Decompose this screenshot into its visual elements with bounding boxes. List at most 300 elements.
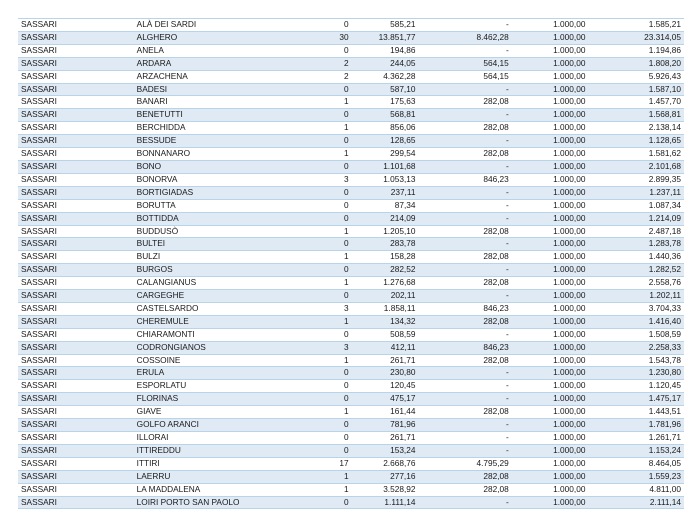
total-cell: 1.581,62: [588, 148, 684, 161]
amount-a-cell: 299,54: [352, 148, 419, 161]
amount-a-cell: 261,71: [352, 354, 419, 367]
amount-b-cell: -: [418, 186, 511, 199]
base-amount-cell: 1.000,00: [512, 135, 589, 148]
count-cell: 30: [303, 31, 351, 44]
total-cell: 1.475,17: [588, 393, 684, 406]
total-cell: 4.811,00: [588, 483, 684, 496]
table-row: [18, 290, 684, 303]
amount-a-cell: 587,10: [352, 83, 419, 96]
province-cell: SASSARI: [18, 173, 134, 186]
municipality-cell: CASTELSARDO: [134, 302, 304, 315]
table-row: [18, 173, 684, 186]
amount-b-cell: 282,08: [418, 470, 511, 483]
base-amount-cell: 1.000,00: [512, 432, 589, 445]
amount-a-cell: 475,17: [352, 393, 419, 406]
province-cell: SASSARI: [18, 225, 134, 238]
total-cell: 2.138,14: [588, 122, 684, 135]
province-cell: SASSARI: [18, 135, 134, 148]
base-amount-cell: 1.000,00: [512, 341, 589, 354]
total-cell: 2.111,14: [588, 496, 684, 509]
total-cell: 1.416,40: [588, 315, 684, 328]
amount-a-cell: 412,11: [352, 341, 419, 354]
amount-a-cell: 2.668,76: [352, 457, 419, 470]
municipality-cell: BERCHIDDA: [134, 122, 304, 135]
base-amount-cell: 1.000,00: [512, 470, 589, 483]
total-cell: 23.314,05: [588, 31, 684, 44]
amount-b-cell: -: [418, 199, 511, 212]
amount-a-cell: 585,21: [352, 19, 419, 32]
province-cell: SASSARI: [18, 483, 134, 496]
total-cell: 2.101,68: [588, 160, 684, 173]
municipality-cell: ARZACHENA: [134, 70, 304, 83]
amount-b-cell: 282,08: [418, 483, 511, 496]
province-cell: SASSARI: [18, 57, 134, 70]
total-cell: 1.120,45: [588, 380, 684, 393]
province-cell: SASSARI: [18, 406, 134, 419]
table-row: [18, 251, 684, 264]
count-cell: 1: [303, 406, 351, 419]
amount-a-cell: 244,05: [352, 57, 419, 70]
base-amount-cell: 1.000,00: [512, 290, 589, 303]
count-cell: 1: [303, 225, 351, 238]
table-row: [18, 109, 684, 122]
count-cell: 3: [303, 302, 351, 315]
count-cell: 0: [303, 135, 351, 148]
table-row: [18, 354, 684, 367]
amount-b-cell: -: [418, 380, 511, 393]
total-cell: 1.508,59: [588, 328, 684, 341]
amount-a-cell: 4.362,28: [352, 70, 419, 83]
count-cell: 0: [303, 83, 351, 96]
table-row: [18, 328, 684, 341]
base-amount-cell: 1.000,00: [512, 70, 589, 83]
count-cell: 0: [303, 238, 351, 251]
table-row: [18, 496, 684, 509]
municipality-cell: ESPORLATU: [134, 380, 304, 393]
province-cell: SASSARI: [18, 31, 134, 44]
amount-b-cell: -: [418, 393, 511, 406]
table-row: [18, 432, 684, 445]
total-cell: 1.587,10: [588, 83, 684, 96]
amount-a-cell: 158,28: [352, 251, 419, 264]
table-row: [18, 31, 684, 44]
municipality-cell: ITTIREDDU: [134, 444, 304, 457]
province-cell: SASSARI: [18, 148, 134, 161]
amount-b-cell: 846,23: [418, 302, 511, 315]
table-body: [18, 19, 684, 509]
count-cell: 3: [303, 173, 351, 186]
base-amount-cell: 1.000,00: [512, 419, 589, 432]
count-cell: 2: [303, 57, 351, 70]
count-cell: 0: [303, 109, 351, 122]
amount-b-cell: 282,08: [418, 122, 511, 135]
amount-b-cell: 4.795,29: [418, 457, 511, 470]
amount-a-cell: 87,34: [352, 199, 419, 212]
amount-a-cell: 1.276,68: [352, 277, 419, 290]
total-cell: 3.704,33: [588, 302, 684, 315]
province-cell: SASSARI: [18, 393, 134, 406]
municipality-cell: BANARI: [134, 96, 304, 109]
province-cell: SASSARI: [18, 212, 134, 225]
amount-b-cell: -: [418, 238, 511, 251]
municipality-cell: ALÀ DEI SARDI: [134, 19, 304, 32]
total-cell: 1.202,11: [588, 290, 684, 303]
municipality-cell: BORTIGIADAS: [134, 186, 304, 199]
table-row: [18, 135, 684, 148]
amount-b-cell: -: [418, 212, 511, 225]
amount-b-cell: -: [418, 264, 511, 277]
total-cell: 1.194,86: [588, 44, 684, 57]
total-cell: 2.487,18: [588, 225, 684, 238]
province-cell: SASSARI: [18, 302, 134, 315]
municipality-cell: BESSUDE: [134, 135, 304, 148]
total-cell: 1.282,52: [588, 264, 684, 277]
base-amount-cell: 1.000,00: [512, 83, 589, 96]
municipality-table: [18, 18, 684, 509]
amount-b-cell: -: [418, 109, 511, 122]
amount-b-cell: 282,08: [418, 277, 511, 290]
municipality-cell: COSSOINE: [134, 354, 304, 367]
municipality-cell: ILLORAI: [134, 432, 304, 445]
municipality-cell: ARDARA: [134, 57, 304, 70]
amount-b-cell: 846,23: [418, 173, 511, 186]
municipality-cell: BORUTTA: [134, 199, 304, 212]
municipality-cell: BADESI: [134, 83, 304, 96]
total-cell: 1.543,78: [588, 354, 684, 367]
table-row: [18, 393, 684, 406]
amount-b-cell: -: [418, 135, 511, 148]
base-amount-cell: 1.000,00: [512, 238, 589, 251]
province-cell: SASSARI: [18, 328, 134, 341]
table-row: [18, 277, 684, 290]
amount-a-cell: 568,81: [352, 109, 419, 122]
municipality-cell: ALGHERO: [134, 31, 304, 44]
table-row: [18, 160, 684, 173]
municipality-cell: ITTIRI: [134, 457, 304, 470]
amount-a-cell: 1.111,14: [352, 496, 419, 509]
amount-a-cell: 194,86: [352, 44, 419, 57]
municipality-cell: BUDDUSÒ: [134, 225, 304, 238]
table-row: [18, 238, 684, 251]
amount-a-cell: 134,32: [352, 315, 419, 328]
amount-b-cell: -: [418, 419, 511, 432]
amount-a-cell: 1.858,11: [352, 302, 419, 315]
base-amount-cell: 1.000,00: [512, 277, 589, 290]
total-cell: 1.568,81: [588, 109, 684, 122]
count-cell: 1: [303, 354, 351, 367]
count-cell: 3: [303, 341, 351, 354]
amount-b-cell: 282,08: [418, 354, 511, 367]
count-cell: 0: [303, 212, 351, 225]
table-row: [18, 199, 684, 212]
base-amount-cell: 1.000,00: [512, 225, 589, 238]
base-amount-cell: 1.000,00: [512, 251, 589, 264]
total-cell: 1.808,20: [588, 57, 684, 70]
total-cell: 1.261,71: [588, 432, 684, 445]
amount-a-cell: 283,78: [352, 238, 419, 251]
base-amount-cell: 1.000,00: [512, 380, 589, 393]
count-cell: 0: [303, 199, 351, 212]
table-row: [18, 19, 684, 32]
base-amount-cell: 1.000,00: [512, 457, 589, 470]
province-cell: SASSARI: [18, 122, 134, 135]
amount-a-cell: 508,59: [352, 328, 419, 341]
municipality-cell: CODRONGIANOS: [134, 341, 304, 354]
municipality-cell: BENETUTTI: [134, 109, 304, 122]
count-cell: 1: [303, 251, 351, 264]
province-cell: SASSARI: [18, 290, 134, 303]
amount-a-cell: 230,80: [352, 367, 419, 380]
count-cell: 17: [303, 457, 351, 470]
table-row: [18, 148, 684, 161]
province-cell: SASSARI: [18, 432, 134, 445]
province-cell: SASSARI: [18, 315, 134, 328]
total-cell: 1.443,51: [588, 406, 684, 419]
amount-b-cell: -: [418, 290, 511, 303]
table-row: [18, 225, 684, 238]
base-amount-cell: 1.000,00: [512, 444, 589, 457]
base-amount-cell: 1.000,00: [512, 31, 589, 44]
amount-b-cell: -: [418, 444, 511, 457]
amount-b-cell: 564,15: [418, 57, 511, 70]
municipality-cell: BULZI: [134, 251, 304, 264]
count-cell: 0: [303, 367, 351, 380]
amount-b-cell: 8.462,28: [418, 31, 511, 44]
municipality-cell: LOIRI PORTO SAN PAOLO: [134, 496, 304, 509]
province-cell: SASSARI: [18, 160, 134, 173]
amount-b-cell: -: [418, 83, 511, 96]
amount-b-cell: 282,08: [418, 315, 511, 328]
amount-b-cell: -: [418, 160, 511, 173]
province-cell: SASSARI: [18, 19, 134, 32]
province-cell: SASSARI: [18, 199, 134, 212]
table-row: [18, 315, 684, 328]
province-cell: SASSARI: [18, 264, 134, 277]
total-cell: 1.440,36: [588, 251, 684, 264]
total-cell: 1.781,96: [588, 419, 684, 432]
municipality-cell: CALANGIANUS: [134, 277, 304, 290]
base-amount-cell: 1.000,00: [512, 354, 589, 367]
total-cell: 5.926,43: [588, 70, 684, 83]
count-cell: 1: [303, 122, 351, 135]
province-cell: SASSARI: [18, 109, 134, 122]
amount-b-cell: -: [418, 19, 511, 32]
province-cell: SASSARI: [18, 238, 134, 251]
amount-a-cell: 202,11: [352, 290, 419, 303]
municipality-cell: BONO: [134, 160, 304, 173]
count-cell: 0: [303, 44, 351, 57]
base-amount-cell: 1.000,00: [512, 212, 589, 225]
count-cell: 1: [303, 277, 351, 290]
table-row: [18, 44, 684, 57]
amount-b-cell: 282,08: [418, 251, 511, 264]
base-amount-cell: 1.000,00: [512, 264, 589, 277]
province-cell: SASSARI: [18, 251, 134, 264]
province-cell: SASSARI: [18, 341, 134, 354]
total-cell: 1.237,11: [588, 186, 684, 199]
amount-a-cell: 3.528,92: [352, 483, 419, 496]
base-amount-cell: 1.000,00: [512, 315, 589, 328]
municipality-cell: GOLFO ARANCI: [134, 419, 304, 432]
total-cell: 2.899,35: [588, 173, 684, 186]
amount-b-cell: 282,08: [418, 96, 511, 109]
table-row: [18, 444, 684, 457]
municipality-cell: LAERRU: [134, 470, 304, 483]
base-amount-cell: 1.000,00: [512, 186, 589, 199]
total-cell: 1.230,80: [588, 367, 684, 380]
count-cell: 0: [303, 160, 351, 173]
province-cell: SASSARI: [18, 444, 134, 457]
table-row: [18, 341, 684, 354]
base-amount-cell: 1.000,00: [512, 367, 589, 380]
table-row: [18, 367, 684, 380]
base-amount-cell: 1.000,00: [512, 122, 589, 135]
table-row: [18, 457, 684, 470]
amount-a-cell: 277,16: [352, 470, 419, 483]
total-cell: 1.457,70: [588, 96, 684, 109]
amount-a-cell: 856,06: [352, 122, 419, 135]
municipality-cell: FLORINAS: [134, 393, 304, 406]
province-cell: SASSARI: [18, 277, 134, 290]
amount-a-cell: 128,65: [352, 135, 419, 148]
base-amount-cell: 1.000,00: [512, 160, 589, 173]
total-cell: 1.559,23: [588, 470, 684, 483]
total-cell: 1.214,09: [588, 212, 684, 225]
province-cell: SASSARI: [18, 470, 134, 483]
count-cell: 0: [303, 380, 351, 393]
base-amount-cell: 1.000,00: [512, 109, 589, 122]
count-cell: 0: [303, 264, 351, 277]
table-row: [18, 419, 684, 432]
table-row: [18, 264, 684, 277]
count-cell: 1: [303, 470, 351, 483]
count-cell: 1: [303, 148, 351, 161]
municipality-cell: GIAVE: [134, 406, 304, 419]
amount-a-cell: 1.053,13: [352, 173, 419, 186]
count-cell: 0: [303, 444, 351, 457]
province-cell: SASSARI: [18, 186, 134, 199]
municipality-cell: ANELA: [134, 44, 304, 57]
base-amount-cell: 1.000,00: [512, 199, 589, 212]
base-amount-cell: 1.000,00: [512, 96, 589, 109]
amount-a-cell: 120,45: [352, 380, 419, 393]
base-amount-cell: 1.000,00: [512, 328, 589, 341]
amount-b-cell: 282,08: [418, 148, 511, 161]
amount-b-cell: 846,23: [418, 341, 511, 354]
base-amount-cell: 1.000,00: [512, 44, 589, 57]
count-cell: 0: [303, 186, 351, 199]
count-cell: 0: [303, 432, 351, 445]
table-row: [18, 470, 684, 483]
province-cell: SASSARI: [18, 380, 134, 393]
count-cell: 0: [303, 19, 351, 32]
table-row: [18, 380, 684, 393]
table-row: [18, 57, 684, 70]
base-amount-cell: 1.000,00: [512, 57, 589, 70]
total-cell: 1.153,24: [588, 444, 684, 457]
amount-a-cell: 282,52: [352, 264, 419, 277]
base-amount-cell: 1.000,00: [512, 19, 589, 32]
province-cell: SASSARI: [18, 367, 134, 380]
province-cell: SASSARI: [18, 354, 134, 367]
base-amount-cell: 1.000,00: [512, 393, 589, 406]
amount-a-cell: 175,63: [352, 96, 419, 109]
table-row: [18, 186, 684, 199]
base-amount-cell: 1.000,00: [512, 496, 589, 509]
table-row: [18, 302, 684, 315]
amount-b-cell: -: [418, 44, 511, 57]
base-amount-cell: 1.000,00: [512, 406, 589, 419]
table-row: [18, 70, 684, 83]
municipality-cell: BULTEI: [134, 238, 304, 251]
amount-a-cell: 1.101,68: [352, 160, 419, 173]
amount-b-cell: -: [418, 367, 511, 380]
municipality-cell: CARGEGHE: [134, 290, 304, 303]
table-row: [18, 212, 684, 225]
amount-a-cell: 153,24: [352, 444, 419, 457]
count-cell: 1: [303, 315, 351, 328]
amount-b-cell: 282,08: [418, 225, 511, 238]
total-cell: 1.283,78: [588, 238, 684, 251]
base-amount-cell: 1.000,00: [512, 302, 589, 315]
table-row: [18, 406, 684, 419]
count-cell: 1: [303, 483, 351, 496]
table-row: [18, 483, 684, 496]
municipality-cell: LA MADDALENA: [134, 483, 304, 496]
municipality-cell: CHEREMULE: [134, 315, 304, 328]
province-cell: SASSARI: [18, 96, 134, 109]
total-cell: 1.087,34: [588, 199, 684, 212]
municipality-cell: CHIARAMONTI: [134, 328, 304, 341]
table-row: [18, 122, 684, 135]
amount-a-cell: 261,71: [352, 432, 419, 445]
amount-b-cell: -: [418, 328, 511, 341]
amount-a-cell: 1.205,10: [352, 225, 419, 238]
base-amount-cell: 1.000,00: [512, 483, 589, 496]
base-amount-cell: 1.000,00: [512, 173, 589, 186]
count-cell: 1: [303, 96, 351, 109]
table-row: [18, 83, 684, 96]
count-cell: 0: [303, 393, 351, 406]
province-cell: SASSARI: [18, 44, 134, 57]
amount-b-cell: 564,15: [418, 70, 511, 83]
amount-a-cell: 161,44: [352, 406, 419, 419]
count-cell: 0: [303, 419, 351, 432]
table-row: [18, 96, 684, 109]
amount-b-cell: -: [418, 432, 511, 445]
municipality-cell: BURGOS: [134, 264, 304, 277]
amount-b-cell: 282,08: [418, 406, 511, 419]
total-cell: 2.558,76: [588, 277, 684, 290]
province-cell: SASSARI: [18, 419, 134, 432]
total-cell: 1.128,65: [588, 135, 684, 148]
count-cell: 0: [303, 290, 351, 303]
amount-a-cell: 781,96: [352, 419, 419, 432]
province-cell: SASSARI: [18, 70, 134, 83]
base-amount-cell: 1.000,00: [512, 148, 589, 161]
amount-a-cell: 13.851,77: [352, 31, 419, 44]
total-cell: 2.258,33: [588, 341, 684, 354]
amount-b-cell: -: [418, 496, 511, 509]
count-cell: 2: [303, 70, 351, 83]
province-cell: SASSARI: [18, 83, 134, 96]
municipality-cell: BONORVA: [134, 173, 304, 186]
total-cell: 8.464,05: [588, 457, 684, 470]
province-cell: SASSARI: [18, 457, 134, 470]
municipality-cell: ERULA: [134, 367, 304, 380]
province-cell: SASSARI: [18, 496, 134, 509]
count-cell: 0: [303, 328, 351, 341]
